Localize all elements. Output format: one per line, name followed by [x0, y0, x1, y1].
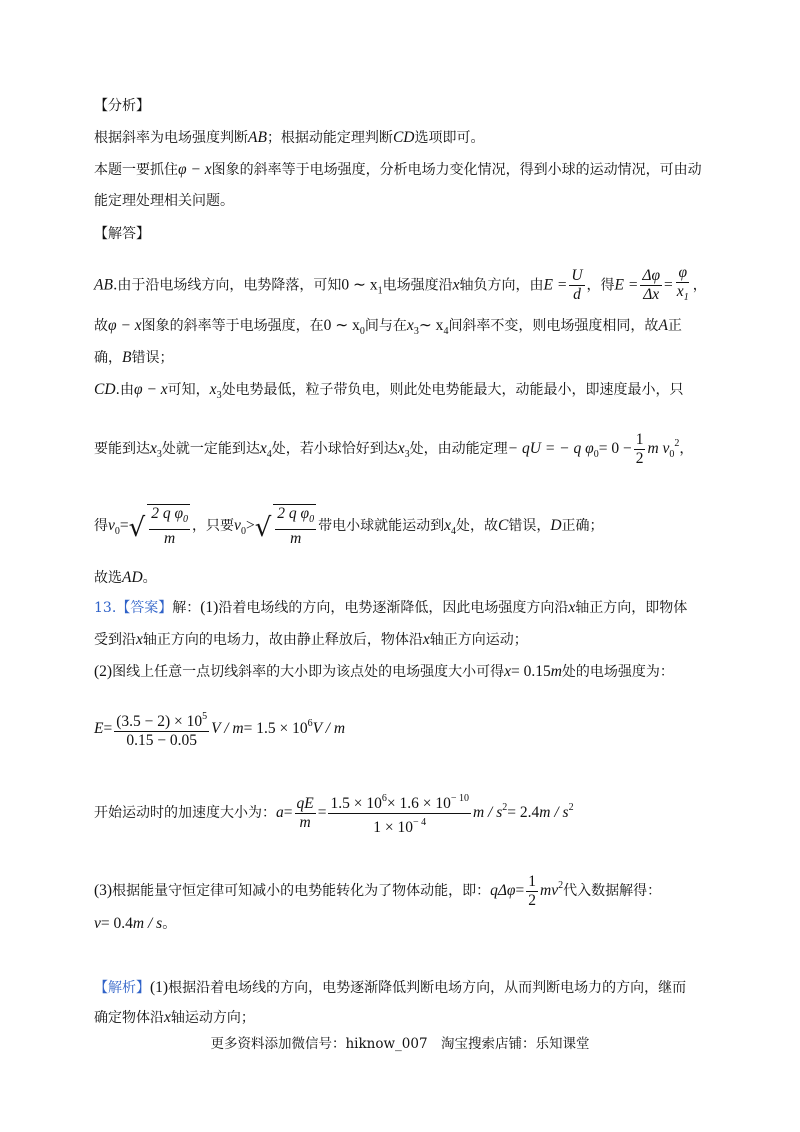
text: 轴正方向运动； [429, 632, 528, 648]
text: 轴正方向的电场力，故由静止释放后，物体沿 [142, 632, 423, 648]
math: x [504, 663, 511, 680]
fraction [569, 267, 584, 304]
math: × 1.6 × 10 [386, 794, 451, 812]
math-sup: 6 [381, 792, 387, 804]
math: V / m [312, 720, 346, 737]
math: mv [540, 882, 559, 899]
math-sup: 6 [307, 718, 313, 729]
numerator: φ [678, 264, 688, 281]
text: 处，故 [455, 518, 498, 534]
math-sup: 2 [674, 438, 680, 449]
cd-line-2 [94, 424, 693, 475]
text: 确， [94, 350, 122, 366]
math-sup: 2 [568, 802, 574, 813]
math: 2 q φ [151, 505, 184, 522]
text: 处，由动能定理 [409, 441, 508, 457]
math-sub: 0 [593, 449, 599, 460]
text: 故 [94, 318, 108, 334]
text: 错误； [131, 350, 174, 366]
text: ；根据动能定理判断 [266, 130, 393, 146]
math-sub: 0 [309, 514, 315, 525]
text: 沿着电场线的方向，电势逐渐降低，因此电场强度方向沿 [218, 600, 569, 616]
math: x [259, 440, 267, 457]
math: = 2.4 [507, 804, 540, 821]
denominator: 0.15 − 0.05 [126, 732, 198, 749]
text: 处，若小球恰好到达 [271, 441, 398, 457]
q13-line-4 [94, 866, 661, 911]
equation-a [94, 786, 574, 837]
text: 受到沿 [94, 632, 136, 648]
text: 处就一定能到达 [161, 441, 260, 457]
cd-line-1 [94, 380, 684, 406]
denominator [675, 283, 691, 307]
math: 1.5 × 10 [330, 794, 382, 812]
text: 。 [162, 916, 177, 932]
fraction [295, 795, 316, 832]
text: 正确； [561, 518, 604, 534]
text: 图象的斜率等于电场强度，在 [141, 318, 324, 334]
math-sub: 3 [156, 449, 162, 460]
math: φ − x [134, 381, 168, 398]
math: 2 q φ [277, 505, 310, 522]
math-sub: 4 [450, 526, 456, 537]
cd-line-3 [94, 504, 604, 554]
text: 电场强度沿 [382, 277, 453, 294]
denominator: 2 [528, 891, 537, 909]
math: = [283, 804, 293, 821]
text: 间斜率不变，则电场强度相同，故 [448, 318, 659, 334]
math: φ − x [178, 161, 212, 178]
denominator: m [290, 530, 302, 547]
fraction [640, 267, 662, 304]
text: 。 [142, 570, 157, 586]
math: v [234, 517, 241, 534]
fraction [526, 873, 538, 910]
text: 处电势最低，粒子带负电，则此处电势能最大，动能最小，即速度最小，只 [221, 382, 684, 398]
math: m [550, 663, 562, 680]
ab-line-2 [94, 316, 682, 342]
text: 图线上任意一点切线斜率的大小即为该点处的电场强度大小可得 [112, 664, 505, 680]
text: 根据沿着电场线的方向，电势逐渐降低判断电场方向，从而判断电场力的方向，继而 [168, 980, 687, 996]
math: = [119, 517, 129, 534]
text: 可知， [167, 382, 210, 398]
denominator: d [573, 286, 581, 303]
math: = [103, 720, 113, 737]
analysis-tag: 【解析】 [94, 980, 150, 996]
jiexi-line-1 [94, 978, 686, 998]
numerator [275, 505, 316, 530]
text: ，得 [586, 277, 615, 294]
analysis-line-2 [94, 160, 702, 180]
math: (1) [150, 979, 169, 996]
text: 带电小球就能运动到 [318, 518, 445, 534]
math-sub: 0 [183, 514, 189, 525]
fraction [147, 504, 190, 548]
text: ，只要 [192, 518, 235, 534]
math-sub: 3 [413, 326, 419, 337]
fraction [328, 790, 471, 837]
q13-line-5 [94, 914, 176, 934]
math-sub: 1 [377, 285, 383, 297]
math: ∼ x [418, 317, 444, 334]
text: 本题一要抓住 [94, 162, 178, 178]
denominator [371, 814, 428, 837]
math-sub: 0 [240, 526, 246, 537]
denominator: 2 [635, 449, 644, 467]
math-sub: 4 [266, 449, 272, 460]
math: = [317, 804, 327, 821]
math: x [422, 631, 430, 648]
math: x [444, 517, 451, 534]
math: m v [647, 440, 670, 457]
math: E = [614, 276, 639, 294]
text: 间与在 [364, 318, 407, 334]
math-sup: − 10 [450, 792, 469, 804]
math: > [245, 517, 255, 534]
math: = 1.5 × 10 [243, 720, 308, 737]
ab-line-1 [94, 264, 707, 312]
text: 处的电场强度为： [561, 664, 674, 680]
ab-line-3 [94, 348, 173, 368]
math: m / s [539, 804, 569, 821]
math: C [497, 517, 509, 534]
math-sub: 0 [114, 526, 120, 537]
math-sub: 0 [359, 326, 365, 337]
text: 故选 [94, 570, 122, 586]
text: 轴正方向，即物体 [575, 600, 688, 616]
math: (1) [200, 599, 219, 616]
text: 轴负方向，由 [459, 277, 544, 294]
math: V / m [211, 720, 244, 737]
q13-line-2 [94, 630, 528, 650]
math: 0 ∼ x [341, 276, 378, 294]
numerator: Δφ [642, 267, 661, 284]
jiexi-line-2 [94, 1008, 255, 1028]
denominator: m [299, 813, 311, 831]
numerator: qE [296, 794, 314, 812]
math-sup: 5 [202, 711, 208, 722]
math: CD [392, 129, 415, 146]
math: v [94, 915, 101, 932]
numerator: 1 [635, 430, 644, 448]
math: E [94, 720, 104, 737]
text: 得 [94, 518, 108, 534]
text: 要能到达 [94, 441, 150, 457]
math: (3.5 − 2) × 10 [116, 713, 203, 730]
text: .由 [115, 382, 134, 398]
text: 图象的斜率等于电场强度，分析电场力变化情况，得到小球的运动情况，可由动 [211, 162, 702, 178]
equation-E [94, 702, 345, 751]
text: 错误， [508, 518, 551, 534]
math-sub: 1 [683, 292, 689, 303]
math: AD [122, 569, 143, 586]
fraction [675, 264, 691, 307]
text: 选项即可。 [414, 130, 485, 146]
denominator: Δx [643, 286, 660, 303]
numerator [149, 505, 190, 530]
math: x [209, 381, 217, 398]
text: .由于沿电场线方向，电势降落，可知 [112, 277, 342, 294]
math-sup: 2 [502, 802, 508, 813]
math-sub: 3 [216, 390, 222, 401]
math: 0 ∼ x [323, 317, 360, 334]
answer-tag: 【答案】 [116, 600, 173, 616]
text: 正 [667, 318, 682, 334]
math: AB [94, 276, 113, 294]
fraction [114, 708, 209, 750]
math: = [515, 882, 525, 899]
q13-line-1 [94, 598, 687, 618]
math: = 0.4 [100, 915, 133, 932]
page-footer: 更多资料添加微信号：hiknow_007 淘宝搜索店铺：乐知课堂 [210, 1036, 590, 1052]
math: (3) [94, 882, 113, 899]
sqrt [129, 504, 192, 548]
fraction [273, 504, 316, 548]
analysis-heading: 【分析】 [94, 98, 150, 114]
numerator [328, 790, 471, 814]
denominator: m [164, 530, 176, 547]
text: ， [679, 441, 694, 457]
text: 根据能量守恒定律可知减小的电势能转化为了物体动能，即： [112, 883, 491, 899]
math: x [136, 631, 143, 648]
math-sup: − 4 [413, 816, 427, 828]
math: − qU = − q φ [507, 440, 594, 457]
analysis-line-3: 能定理处理相关问题。 [94, 193, 234, 209]
math-sub: 0 [669, 449, 675, 460]
math: qΔφ [490, 882, 516, 899]
math: x [452, 276, 460, 294]
math: m / s [472, 804, 503, 821]
math: x [150, 440, 157, 457]
math-sub: 4 [443, 326, 449, 337]
choose-line [94, 568, 157, 588]
q13-line-3 [94, 662, 674, 682]
math: a [276, 804, 284, 821]
text: 确定物体沿 [94, 1010, 164, 1026]
math: (2) [94, 663, 113, 680]
math: x [568, 599, 576, 616]
math: AB [248, 129, 267, 146]
numerator [114, 708, 209, 732]
radical-sign: √ [128, 513, 146, 543]
fraction [634, 431, 646, 468]
question-number: 13. [94, 600, 117, 616]
text: 轴运动方向； [170, 1010, 255, 1026]
math: m / s [132, 915, 163, 932]
math: 1 × 10 [373, 818, 414, 836]
math: = 0.15 [510, 663, 551, 680]
math: = 0 − [598, 440, 632, 457]
math-sub: 3 [404, 449, 410, 460]
math: B [122, 349, 132, 366]
numerator: U [571, 267, 583, 284]
math: x [676, 283, 684, 300]
numerator: 1 [528, 872, 537, 890]
text: 解： [172, 600, 201, 616]
math: φ − x [108, 317, 142, 334]
math: v [108, 517, 115, 534]
text: 代入数据解得： [563, 883, 662, 899]
math: x [397, 440, 405, 457]
math: D [550, 517, 562, 534]
math: A [658, 317, 668, 334]
answer-heading: 【解答】 [94, 226, 150, 242]
math: = [664, 276, 673, 294]
math: x [164, 1009, 171, 1026]
text: 根据斜率为电场强度判断 [94, 130, 248, 146]
math: E = [543, 276, 568, 294]
text: 开始运动时的加速度大小为： [94, 805, 276, 821]
math: x [406, 317, 414, 334]
math-sup: 2 [558, 880, 564, 891]
radical-sign: √ [254, 513, 272, 543]
text: ， [692, 277, 707, 294]
sqrt [255, 504, 318, 548]
analysis-line-1 [94, 128, 484, 148]
math: CD [94, 381, 116, 398]
